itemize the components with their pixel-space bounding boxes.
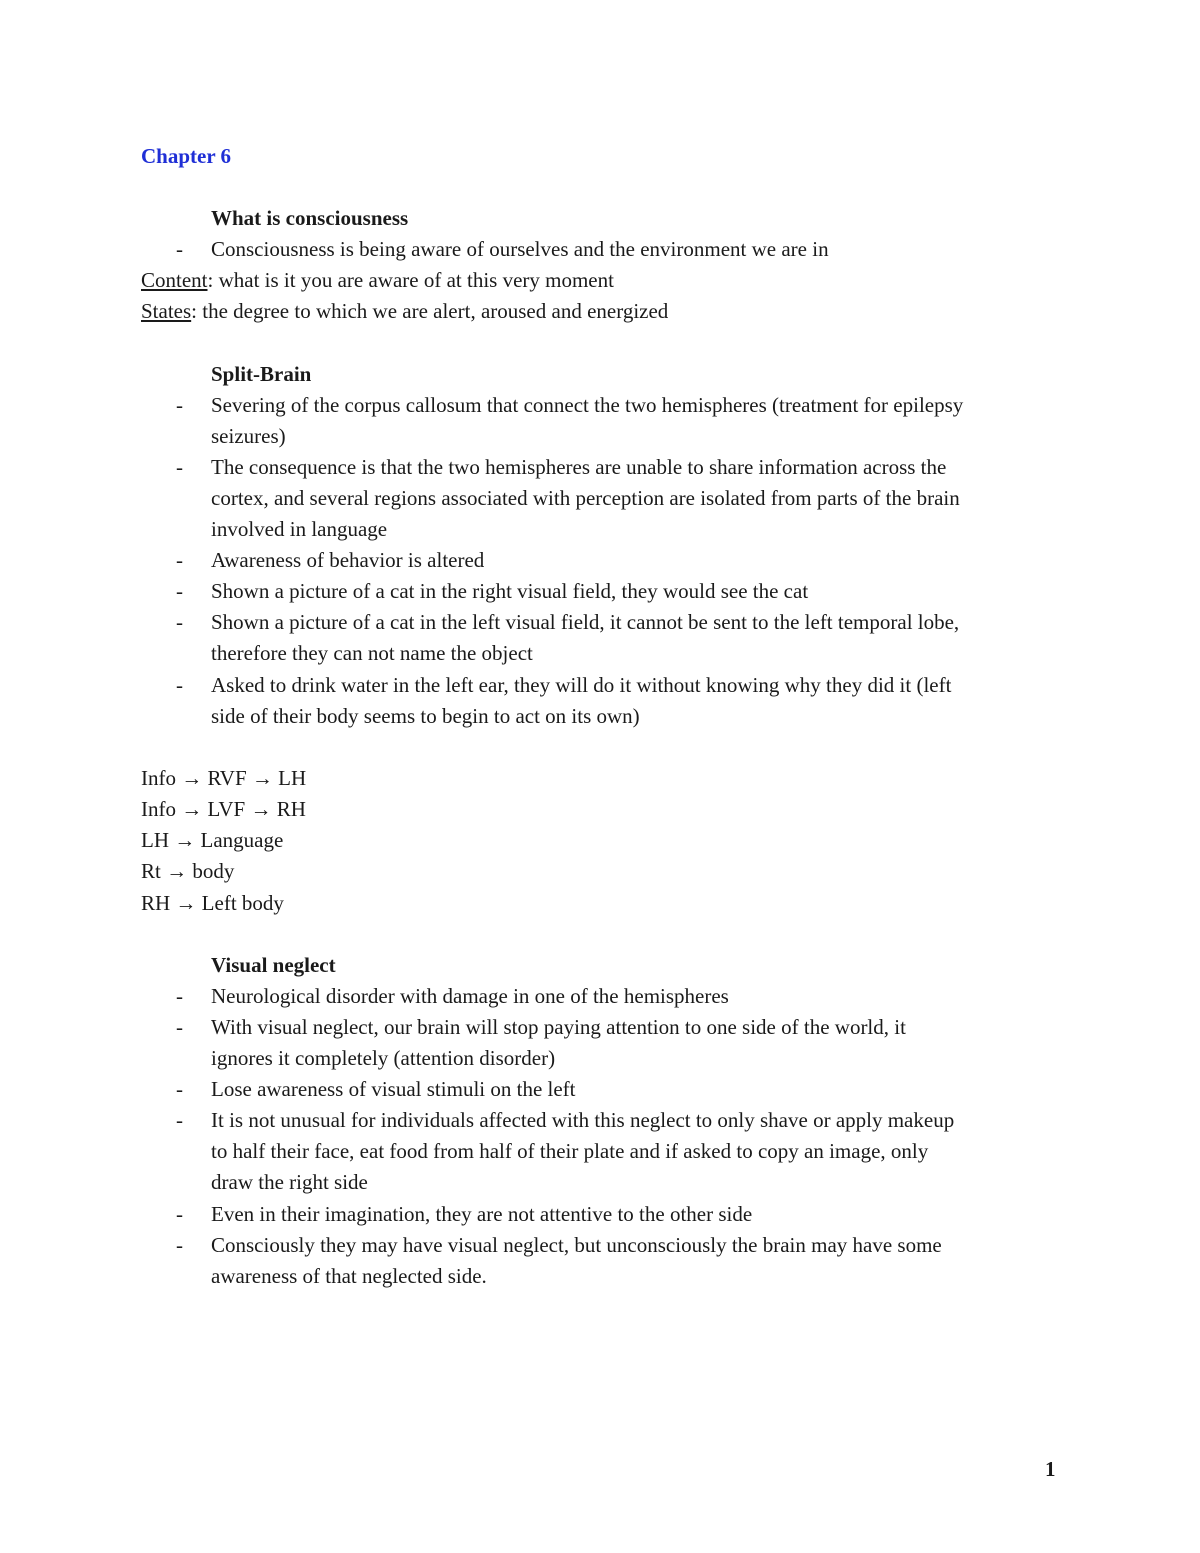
bullet-text-continued: cortex, and several regions associated with perception are isolated from parts of the brain <box>211 486 960 510</box>
flow-line: LH → Language <box>141 828 284 852</box>
bullet-text-continued: awareness of that neglected side. <box>211 1264 487 1288</box>
bullet-text: Even in their imagination, they are not attentive to the other side <box>211 1202 753 1226</box>
bullet-text: Shown a picture of a cat in the left visual field, it cannot be sent to the left temporal lobe, <box>211 610 960 634</box>
flow-line: RH → Left body <box>141 891 284 915</box>
bullet-text-continued: therefore they can not name the object <box>211 641 533 665</box>
bullet-marker: - <box>176 1233 183 1257</box>
bullet-marker: - <box>176 237 183 261</box>
bullet-text: The consequence is that the two hemispheres are unable to share information across the <box>211 455 947 479</box>
flow-line: Info → LVF → RH <box>141 797 306 821</box>
states-def: : the degree to which we are alert, aroused and energized <box>191 299 669 323</box>
bullet-text: Neurological disorder with damage in one of the hemispheres <box>211 984 729 1008</box>
bullet-text: Lose awareness of visual stimuli on the left <box>211 1077 576 1101</box>
bullet-marker: - <box>176 673 183 697</box>
bullet-text-continued: seizures) <box>211 424 286 448</box>
bullet-marker: - <box>176 1202 183 1226</box>
bullet-text: Consciousness is being aware of ourselves and the environment we are in <box>211 237 829 261</box>
bullet-text: Shown a picture of a cat in the right visual field, they would see the cat <box>211 579 809 603</box>
bullet-text: With visual neglect, our brain will stop paying attention to one side of the world, it <box>211 1015 906 1039</box>
bullet-text-continued: side of their body seems to begin to act on its own) <box>211 704 640 728</box>
bullet-marker: - <box>176 455 183 479</box>
section-heading-visual-neglect: Visual neglect <box>211 953 336 977</box>
bullet-marker: - <box>176 393 183 417</box>
states-term: States <box>141 299 192 323</box>
section-heading-consciousness: What is consciousness <box>211 206 409 230</box>
bullet-marker: - <box>176 610 183 634</box>
flow-line: Info → RVF → LH <box>141 766 307 790</box>
bullet-marker: - <box>176 1015 183 1039</box>
bullet-text-continued: to half their face, eat food from half of their plate and if asked to copy an image, only <box>211 1139 929 1163</box>
bullet-text: Severing of the corpus callosum that connect the two hemispheres (treatment for epilepsy <box>211 393 964 417</box>
page-number: 1 <box>1045 1457 1056 1481</box>
section-heading-split-brain: Split-Brain <box>211 362 312 386</box>
bullet-marker: - <box>176 548 183 572</box>
bullet-marker: - <box>176 984 183 1008</box>
bullet-text-continued: draw the right side <box>211 1170 368 1194</box>
bullet-marker: - <box>176 1077 183 1101</box>
bullet-text-continued: involved in language <box>211 517 388 541</box>
content-term: Content <box>141 268 208 292</box>
chapter-title: Chapter 6 <box>141 144 232 168</box>
states-definition <box>141 298 668 324</box>
bullet-marker: - <box>176 579 183 603</box>
bullet-text: It is not unusual for individuals affected with this neglect to only shave or apply makeup <box>211 1108 955 1132</box>
bullet-text: Awareness of behavior is altered <box>211 548 485 572</box>
bullet-text: Consciously they may have visual neglect, but unconsciously the brain may have some <box>211 1233 942 1257</box>
bullet-marker: - <box>176 1108 183 1132</box>
content-definition <box>141 267 614 293</box>
bullet-text-continued: ignores it completely (attention disorder) <box>211 1046 556 1070</box>
content-def: : what is it you are aware of at this very moment <box>207 268 614 292</box>
bullet-text: Asked to drink water in the left ear, they will do it without knowing why they did it (left <box>211 673 952 697</box>
flow-line: Rt → body <box>141 859 235 883</box>
